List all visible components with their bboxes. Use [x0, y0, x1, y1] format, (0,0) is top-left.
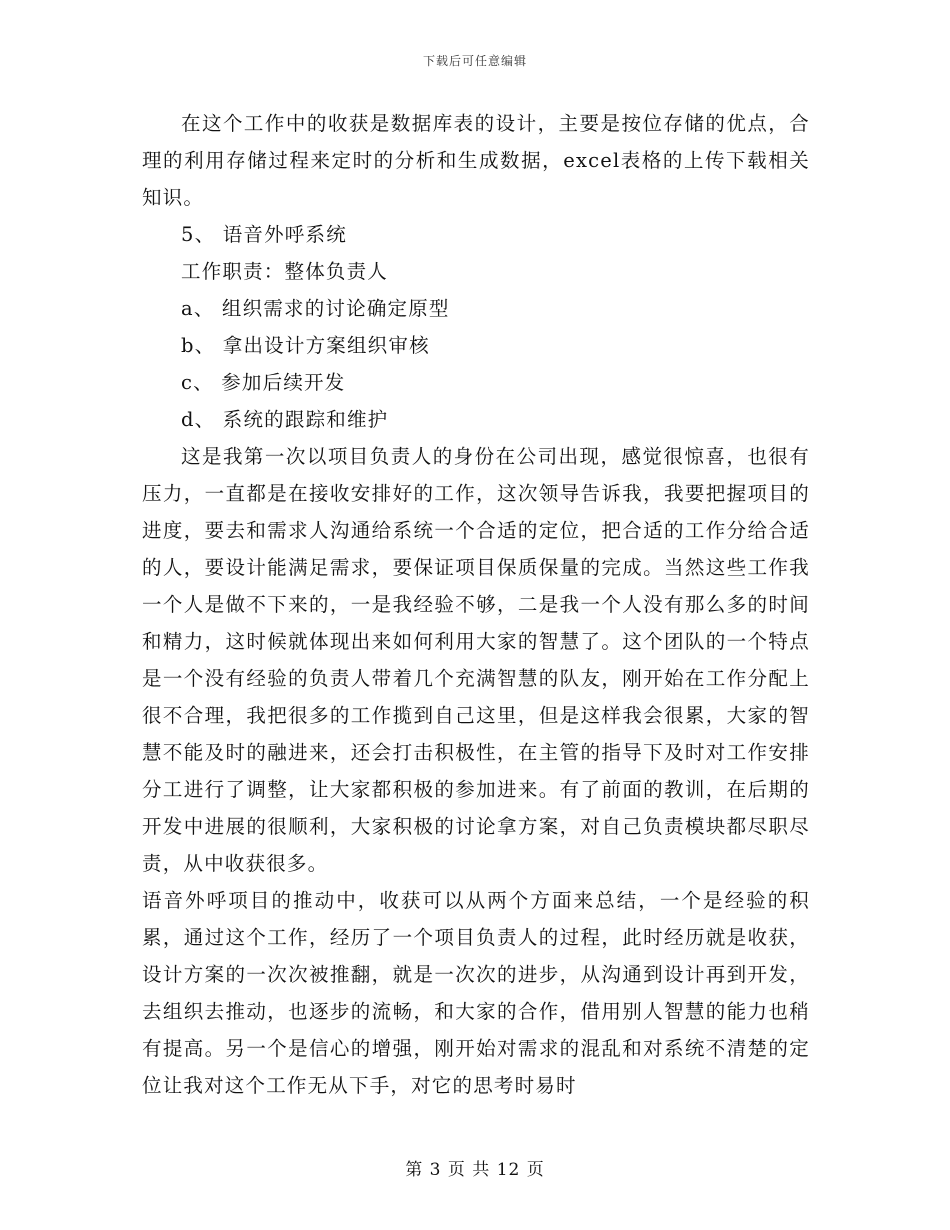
list-item-d: d、 系统的跟踪和维护 [181, 408, 389, 431]
duties-line: 工作职责：整体负责人 [181, 260, 389, 283]
paragraph-harvest-database: 在这个工作中的收获是数据库表的设计，主要是按位存储的优点，合理的利用存储过程来定时的分析和生成数据，excel表格的上传下载相关知识。 [142, 112, 810, 209]
section-heading-voice-call-system: 5、 语音外呼系统 [181, 223, 347, 246]
list-item-c: c、 参加后续开发 [181, 371, 346, 394]
list-item-a: a、 组织需求的讨论确定原型 [181, 297, 450, 320]
document-body [142, 105, 810, 1104]
page-header: 下载后可任意编辑 [422, 54, 527, 68]
page-footer: 第 3 页 共 12 页 [405, 1160, 545, 1180]
paragraph-project-lead-experience: 这是我第一次以项目负责人的身份在公司出现，感觉很惊喜，也很有压力，一直都是在接收安排好的工作，这次领导告诉我，我要把握项目的进度，要去和需求人沟通给系统一个合适的定位，把合适的工作分给合适的人，要设计能满足需求，要保证项目保质保量的完成。当然这些工作我一个人是做不下来的，一是我经验不够，二是我一个人没有那么多的时间和精力，这时候就体现出来如何利用大家的智慧了。这个团队的一个特点是一个没有经验的负责人带着几个充满智慧的队友，刚开始在工作分配上很不合理，我把很多的工作揽到自己这里，但是这样我会很累，大家的智慧不能及时的融进来，还会打击积极性，在主管的指导下及时对工作安排分工进行了调整，让大家都积极的参加进来。有了前面的教训，在后期的开发中进展的很顺利，大家积极的讨论拿方案，对自己负责模块都尽职尽责，从中收获很多。 [142, 445, 810, 875]
list-item-b: b、 拿出设计方案组织审核 [181, 334, 430, 357]
paragraph-voice-call-summary: 语音外呼项目的推动中，收获可以从两个方面来总结，一个是经验的积累，通过这个工作，经历了一个项目负责人的过程，此时经历就是收获，设计方案的一次次被推翻，就是一次次的进步，从沟通到设计再到开发，去组织去推动，也逐步的流畅，和大家的合作，借用别人智慧的能力也稍有提高。另一个是信心的增强，刚开始对需求的混乱和对系统不清楚的定位让我对这个工作无从下手，对它的思考时易时 [142, 889, 810, 1097]
